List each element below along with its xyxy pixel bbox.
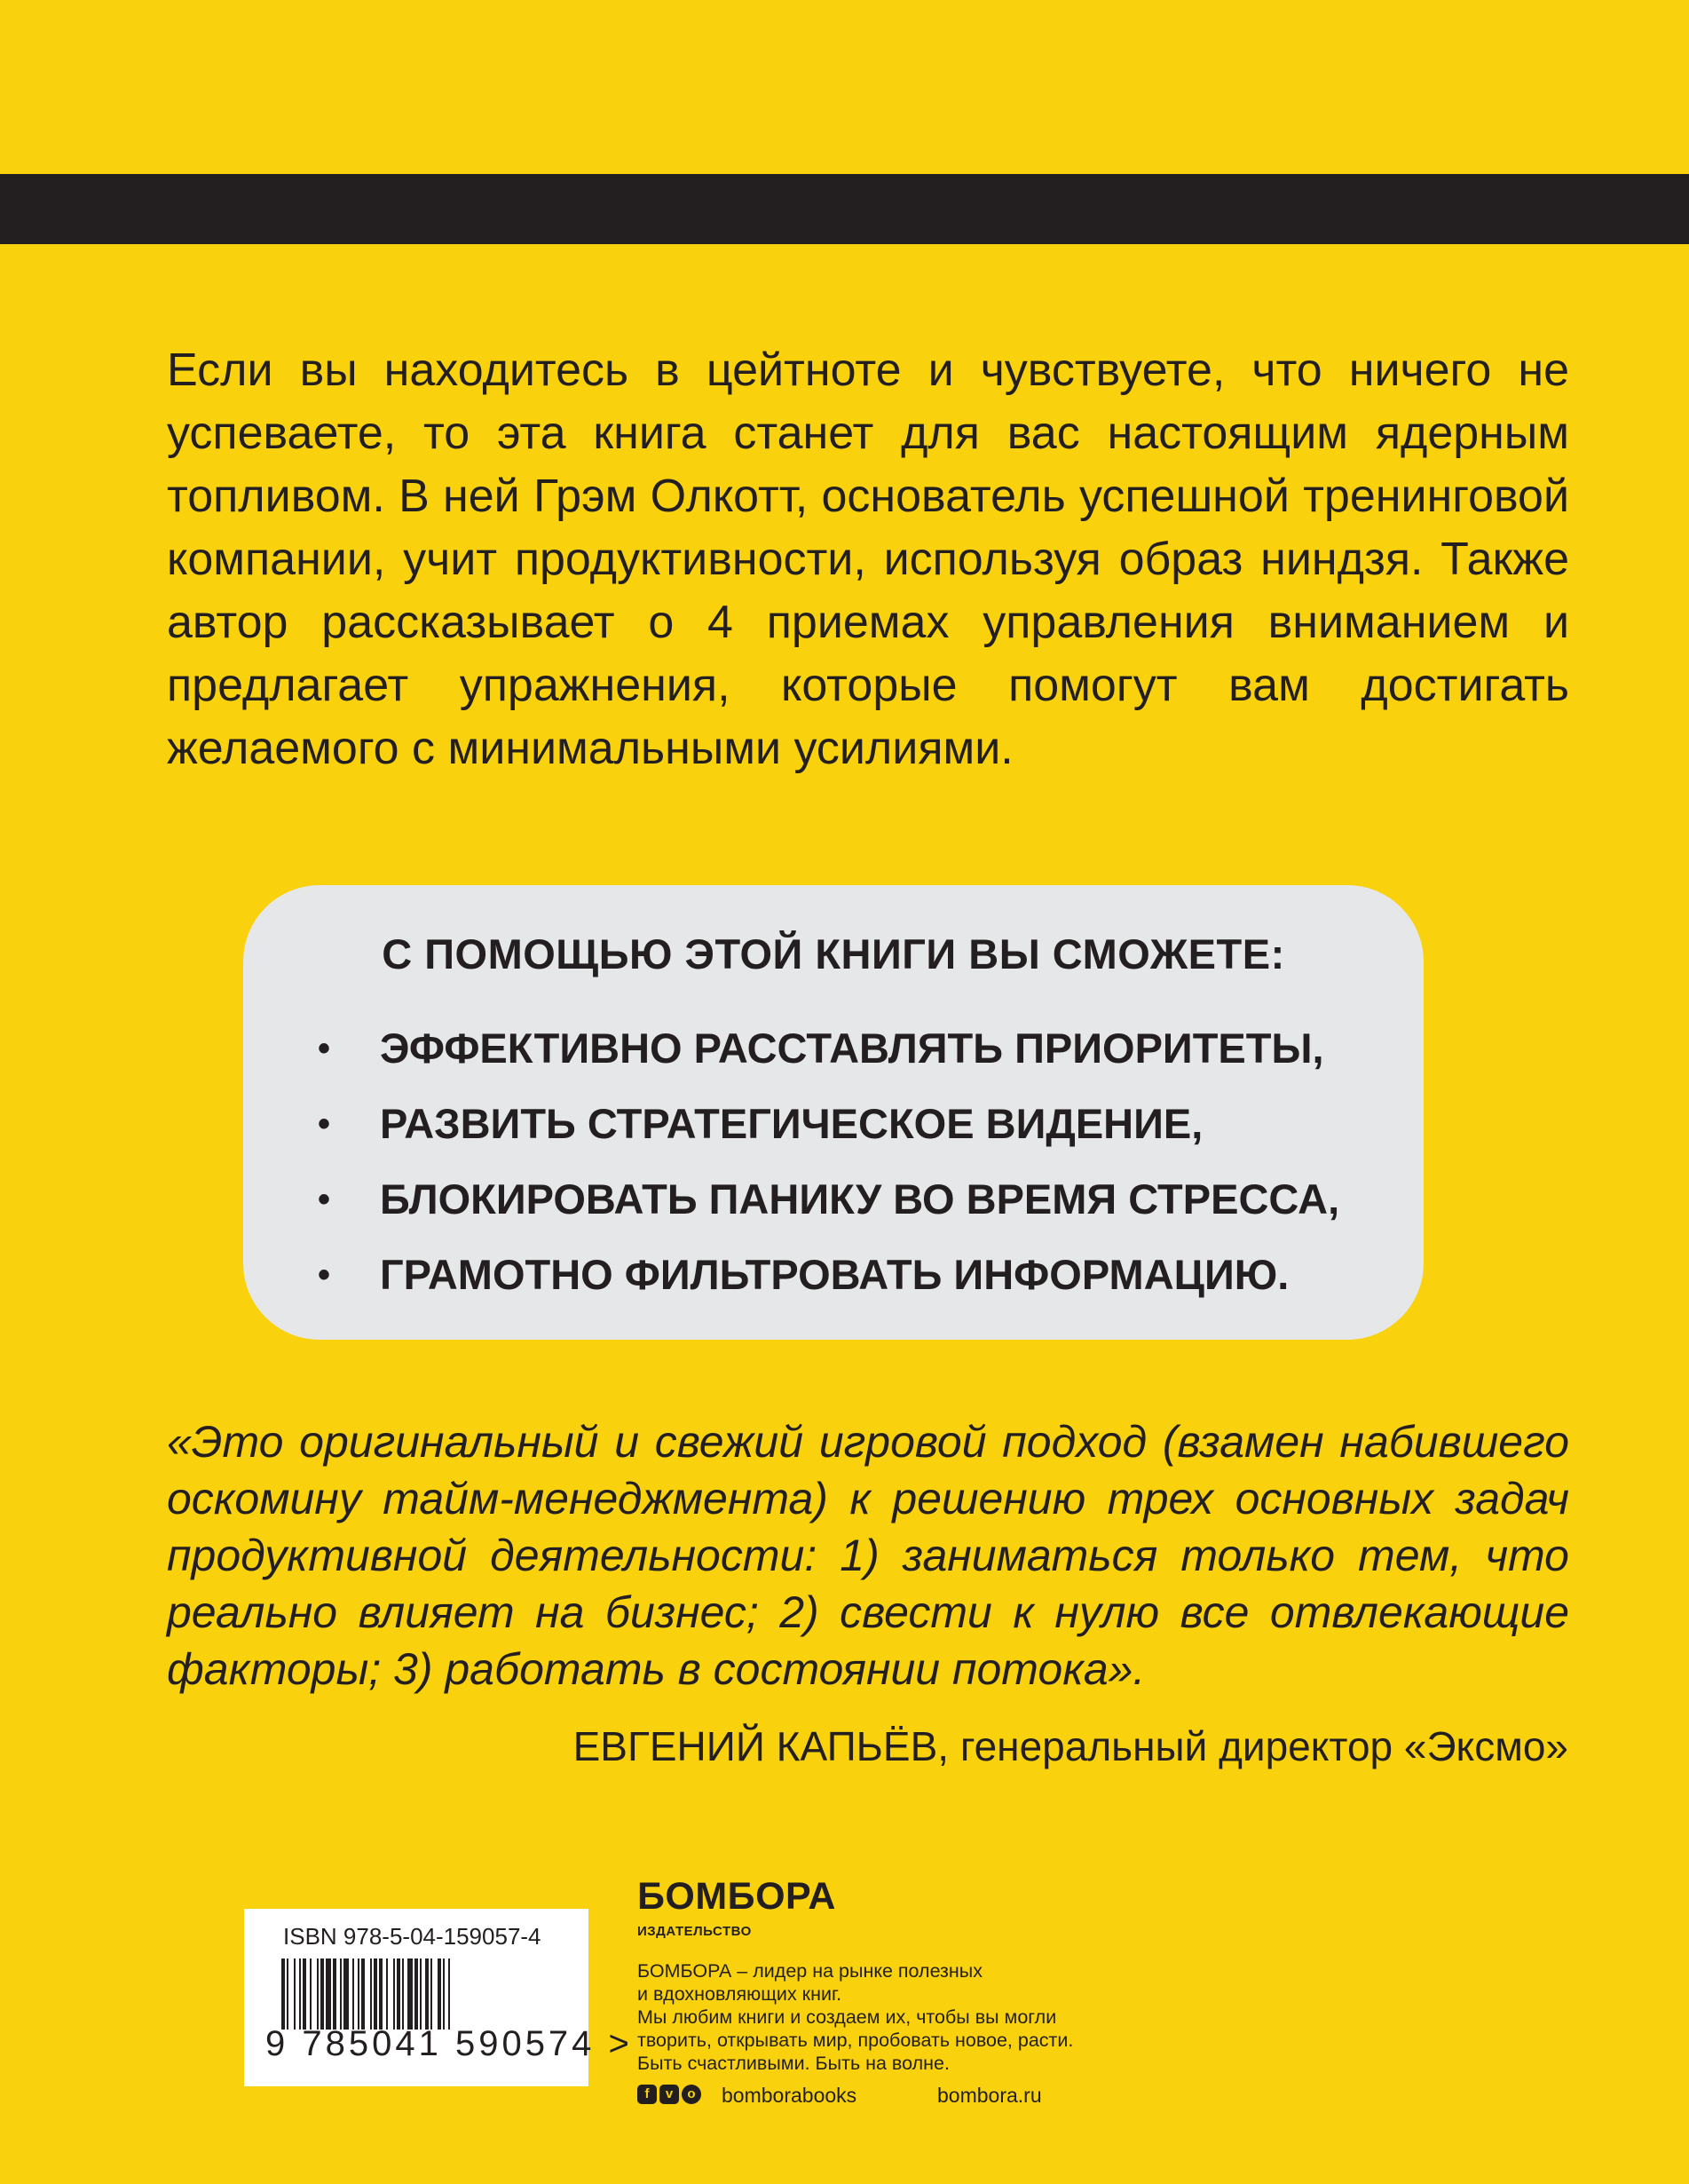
benefits-item-text: БЛОКИРОВАТЬ ПАНИКУ ВО ВРЕМЯ СТРЕССА, [380,1175,1340,1223]
social-handle[interactable]: bomborabooks [722,2084,857,2107]
isbn-label: ISBN 978-5-04-159057-4 [283,1923,541,1950]
social-icons [637,2085,704,2109]
publisher-description-line: и вдохновляющих книг. [637,1983,842,2005]
publisher-description-line: БОМБОРА – лидер на рынке полезных [637,1960,983,1982]
bullet-icon: • [318,1104,331,1143]
benefits-item-text: ГРАМОТНО ФИЛЬТРОВАТЬ ИНФОРМАЦИЮ. [380,1251,1290,1298]
publisher-subtitle: ИЗДАТЕЛЬСТВО [637,1924,752,1939]
bullet-icon: • [318,1029,331,1068]
benefits-item-text: ЭФФЕКТИВНО РАССТАВЛЯТЬ ПРИОРИТЕТЫ, [380,1025,1324,1072]
publisher-logo: БОМБОРА [637,1875,836,1918]
bullet-icon: • [318,1180,331,1219]
top-black-band [0,174,1689,244]
quote-attribution: ЕВГЕНИЙ КАПЬЁВ, генеральный директор «Эксмо» [572,1723,1568,1769]
benefits-item [243,1089,1424,1165]
benefits-item [243,1240,1424,1316]
publisher-description-line: Быть счастливыми. Быть на волне. [637,2053,950,2074]
benefits-item [243,1165,1424,1240]
endorsement-quote: «Это оригинальный и свежий игровой подход (взамен набившего оскомину тайм-менеджмента) к решению трех основных задач продуктивной деятельности: 1) заниматься только тем, что реально влияет на бизнес; 2) свести к нулю все отвлекающие факторы; 3) работать в состоянии потока». [167,1417,1569,1694]
benefits-item-text: РАЗВИТЬ СТРАТЕГИЧЕСКОЕ ВИДЕНИЕ, [380,1100,1204,1147]
vk-icon[interactable]: v [659,2085,679,2104]
facebook-icon[interactable]: f [637,2085,657,2104]
benefits-item [243,1014,1424,1089]
website-link[interactable]: bombora.ru [937,2084,1042,2107]
benefits-list [243,1014,1424,1316]
publisher-description-line: творить, открывать мир, пробовать новое, расти. [637,2030,1074,2051]
barcode-icon [280,1958,555,2030]
barcode-digits: 9 785041 590574 > [265,2024,633,2063]
instagram-icon[interactable]: o [682,2085,701,2104]
benefits-box [243,885,1424,1340]
bullet-icon: • [318,1255,331,1294]
benefits-title: С ПОМОЩЬЮ ЭТОЙ КНИГИ ВЫ СМОЖЕТЕ: [382,930,1285,977]
isbn-barcode-block [244,1909,633,2086]
publisher-description [637,1959,1073,2075]
book-description: Если вы находитесь в цейтноте и чувствуете, что ничего не успеваете, то эта книга станет для вас настоящим ядерным топливом. В ней Грэм Олкотт, основатель успешной тренинговой компании, учит продуктивности, используя образ ниндзя. Также автор рассказывает о 4 приемах управления вниманием и предлагает упражнения, которые помогут вам достигать желаемого с минимальными усилиями. [167,344,1569,774]
publisher-description-line: Мы любим книги и создаем их, чтобы вы могли [637,2006,1057,2028]
